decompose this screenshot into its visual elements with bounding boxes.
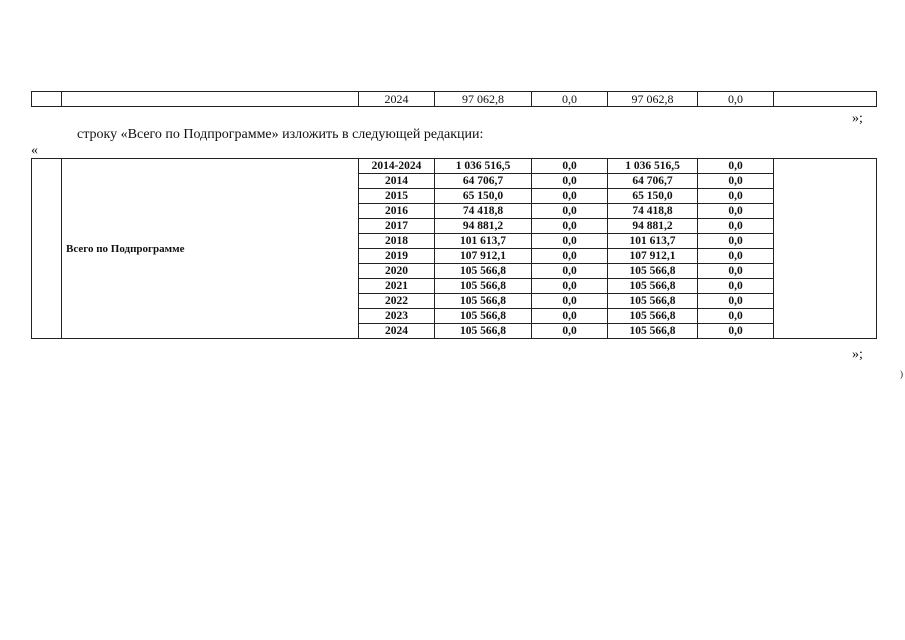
value-cell: 64 706,7 <box>608 174 698 189</box>
closing-quote: »; <box>852 111 863 126</box>
value-cell: 0,0 <box>698 234 774 249</box>
value-cell: 0,0 <box>698 189 774 204</box>
subprogram-total-table <box>31 158 877 339</box>
year-cell: 2024 <box>359 324 435 339</box>
year-cell: 2021 <box>359 279 435 294</box>
year-cell: 2023 <box>359 309 435 324</box>
value-cell: 105 566,8 <box>608 294 698 309</box>
opening-quote: « <box>31 143 38 158</box>
year-cell: 2018 <box>359 234 435 249</box>
total-cell: 105 566,8 <box>435 324 532 339</box>
year-cell: 2016 <box>359 204 435 219</box>
table-row <box>32 92 877 107</box>
total-cell: 1 036 516,5 <box>435 159 532 174</box>
year-cell: 2017 <box>359 219 435 234</box>
value-cell: 0,0 <box>532 264 608 279</box>
instruction-text: строку «Всего по Подпрограмме» изложить в следующей редакции: <box>77 127 484 142</box>
table-row <box>32 159 877 174</box>
value-cell: 0,0 <box>532 324 608 339</box>
total-cell: 97 062,8 <box>435 92 532 107</box>
value-cell: 0,0 <box>698 204 774 219</box>
total-cell: 105 566,8 <box>435 294 532 309</box>
value-cell: 0,0 <box>532 279 608 294</box>
value-cell: 0,0 <box>698 264 774 279</box>
total-cell: 105 566,8 <box>435 264 532 279</box>
table-cell <box>32 92 62 107</box>
total-cell: 101 613,7 <box>435 234 532 249</box>
value-cell: 101 613,7 <box>608 234 698 249</box>
value-cell: 74 418,8 <box>608 204 698 219</box>
value-cell: 97 062,8 <box>608 92 698 107</box>
value-cell: 0,0 <box>532 219 608 234</box>
value-cell: 0,0 <box>698 159 774 174</box>
value-cell: 107 912,1 <box>608 249 698 264</box>
value-cell: 0,0 <box>532 159 608 174</box>
value-cell: 105 566,8 <box>608 324 698 339</box>
year-cell: 2020 <box>359 264 435 279</box>
value-cell: 0,0 <box>698 219 774 234</box>
year-cell: 2019 <box>359 249 435 264</box>
table-cell <box>774 92 877 107</box>
year-cell: 2014-2024 <box>359 159 435 174</box>
year-cell: 2022 <box>359 294 435 309</box>
value-cell: 105 566,8 <box>608 309 698 324</box>
value-cell: 0,0 <box>532 249 608 264</box>
empty-cell <box>774 159 877 339</box>
previous-table <box>31 91 877 107</box>
total-cell: 105 566,8 <box>435 279 532 294</box>
total-cell: 105 566,8 <box>435 309 532 324</box>
value-cell: 0,0 <box>698 249 774 264</box>
value-cell: 94 881,2 <box>608 219 698 234</box>
total-cell: 74 418,8 <box>435 204 532 219</box>
number-cell <box>32 159 62 339</box>
value-cell: 0,0 <box>698 92 774 107</box>
value-cell: 0,0 <box>698 279 774 294</box>
value-cell: 65 150,0 <box>608 189 698 204</box>
value-cell: 105 566,8 <box>608 264 698 279</box>
total-cell: 64 706,7 <box>435 174 532 189</box>
total-cell: 65 150,0 <box>435 189 532 204</box>
margin-mark: ) <box>900 369 903 379</box>
closing-quote: »; <box>852 347 863 362</box>
value-cell: 0,0 <box>532 294 608 309</box>
year-cell: 2015 <box>359 189 435 204</box>
value-cell: 0,0 <box>532 309 608 324</box>
value-cell: 0,0 <box>532 189 608 204</box>
row-label: Всего по Подпрограмме <box>62 159 359 339</box>
value-cell: 1 036 516,5 <box>608 159 698 174</box>
value-cell: 0,0 <box>698 309 774 324</box>
value-cell: 0,0 <box>698 174 774 189</box>
value-cell: 0,0 <box>532 204 608 219</box>
value-cell: 0,0 <box>532 92 608 107</box>
value-cell: 105 566,8 <box>608 279 698 294</box>
value-cell: 0,0 <box>532 234 608 249</box>
year-cell: 2024 <box>359 92 435 107</box>
value-cell: 0,0 <box>532 174 608 189</box>
total-cell: 107 912,1 <box>435 249 532 264</box>
value-cell: 0,0 <box>698 324 774 339</box>
total-cell: 94 881,2 <box>435 219 532 234</box>
table-cell <box>62 92 359 107</box>
year-cell: 2014 <box>359 174 435 189</box>
value-cell: 0,0 <box>698 294 774 309</box>
